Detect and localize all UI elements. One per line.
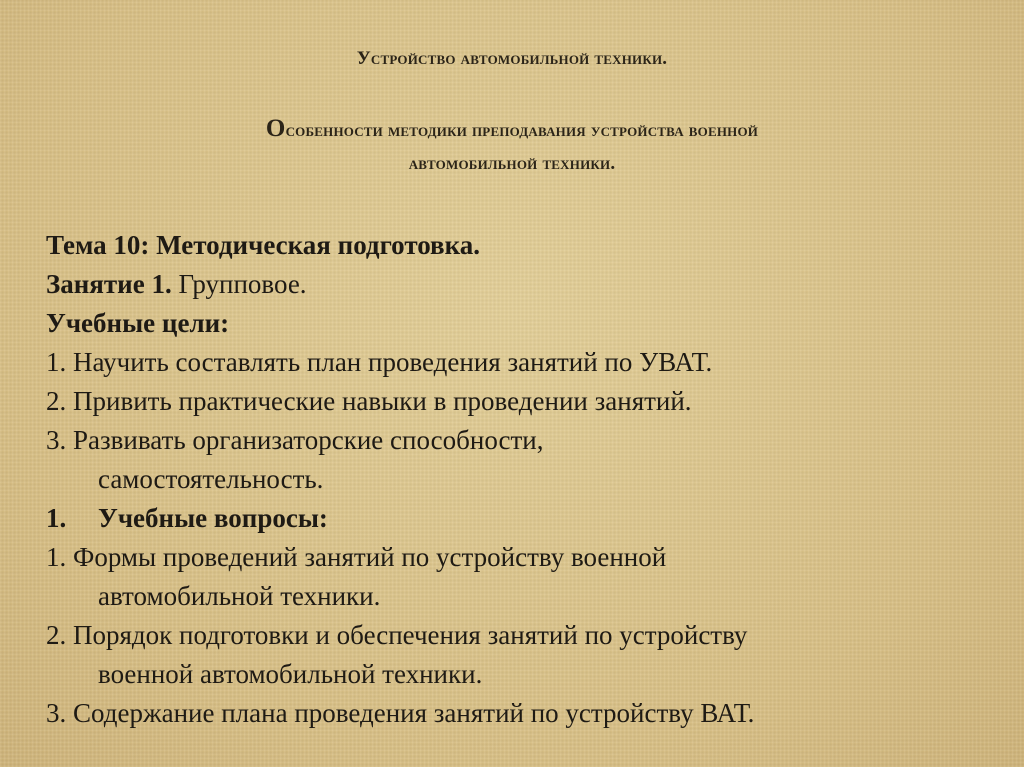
goal-item-2: 2. Привить практические навыки в проведении занятий. (46, 386, 692, 416)
goal-item-1: 1. Научить составлять план проведения занятий по УВАТ. (46, 347, 713, 377)
question-item-1-continuation: автомобильной техники. (98, 581, 381, 611)
subtitle-first-letter: О (265, 115, 286, 142)
questions-heading: Учебные вопросы: (98, 503, 328, 533)
questions-heading-number: 1. (46, 503, 67, 533)
subtitle-line-2: автомобильной техники. (408, 153, 616, 174)
question-item-3: 3. Содержание плана проведения занятий по устройству ВАТ. (46, 698, 755, 728)
goal-item-3-continuation: самостоятельность. (98, 464, 324, 494)
slide-subtitle (40, 112, 984, 180)
question-item-2: 2. Порядок подготовки и обеспечения занятий по устройству (46, 620, 748, 650)
subtitle-line-1-rest: собенности методики преподавания устройства военной (285, 120, 759, 141)
title-line-1: Устройство автомобильной техники. (356, 48, 668, 69)
question-item-1: 1. Формы проведений занятий по устройству военной (46, 542, 667, 572)
questions-heading-line (46, 499, 996, 538)
question-item-2-continuation: военной автомобильной техники. (98, 659, 483, 689)
lesson-label: Занятие 1. (46, 269, 172, 299)
goals-heading: Учебные цели: (46, 308, 230, 338)
subtitle-line-1 (40, 112, 984, 147)
lesson-line (46, 265, 996, 304)
lesson-type: Групповое. (171, 269, 307, 299)
slide-body (46, 226, 996, 733)
slide-title (40, 46, 984, 72)
topic-line: Тема 10: Методическая подготовка. (46, 230, 481, 260)
goal-item-3: 3. Развивать организаторские способности, (46, 425, 544, 455)
